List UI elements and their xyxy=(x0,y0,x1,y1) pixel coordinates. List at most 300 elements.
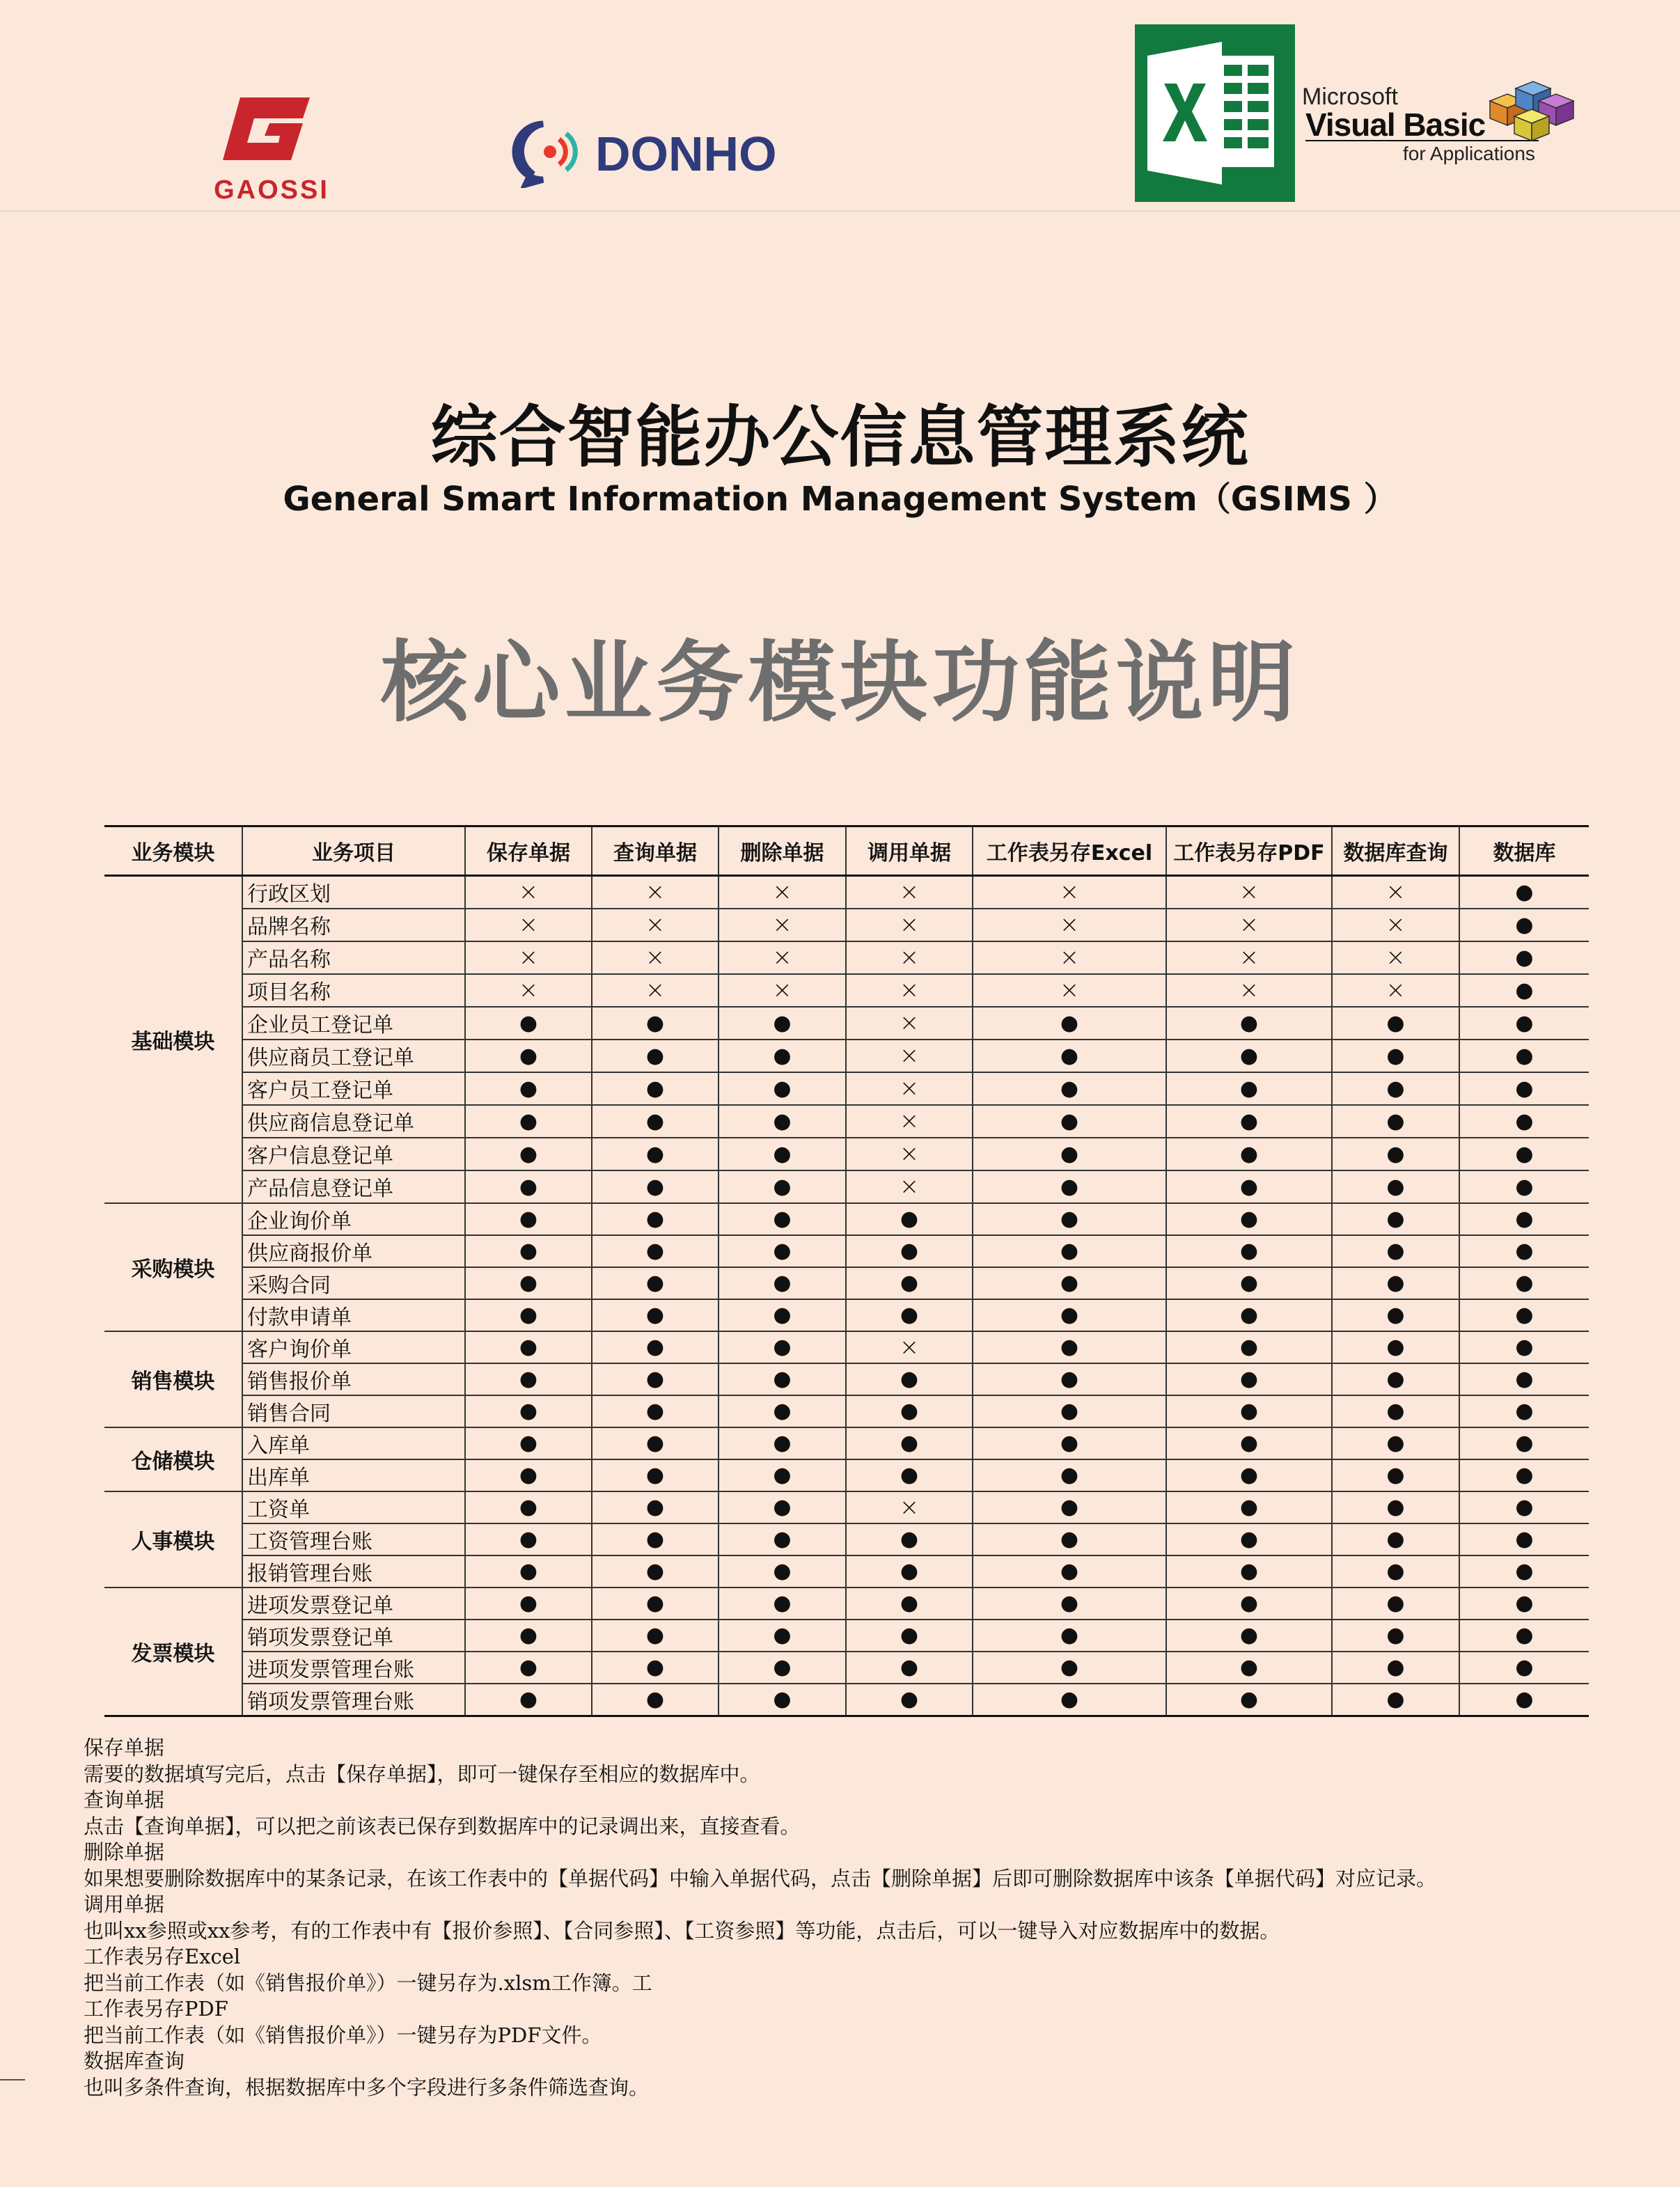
unsupported-mark: × xyxy=(1166,974,1332,1007)
supported-mark: ● xyxy=(1459,1203,1589,1235)
supported-mark: ● xyxy=(973,1588,1166,1620)
supported-mark: ● xyxy=(719,1299,846,1331)
note-line: 删除单据 xyxy=(84,1840,165,1864)
supported-mark: ● xyxy=(719,1620,846,1652)
supported-mark: ● xyxy=(973,1363,1166,1395)
supported-mark: ● xyxy=(1166,1555,1332,1588)
module-cell: 人事模块 xyxy=(104,1491,242,1588)
excel-logo xyxy=(1135,24,1295,202)
supported-mark: ● xyxy=(1332,1684,1459,1716)
note-line: 把当前工作表（如《销售报价单》）一键另存为PDF文件。 xyxy=(84,2023,602,2047)
supported-mark: ● xyxy=(1459,1555,1589,1588)
item-cell: 行政区划 xyxy=(242,876,465,909)
item-cell: 销售报价单 xyxy=(242,1363,465,1395)
unsupported-mark: × xyxy=(719,876,846,909)
supported-mark: ● xyxy=(846,1555,973,1588)
table-row xyxy=(104,1491,1589,1523)
supported-mark: ● xyxy=(719,1459,846,1491)
supported-mark: ● xyxy=(1332,1395,1459,1427)
supported-mark: ● xyxy=(465,1620,592,1652)
supported-mark: ● xyxy=(1166,1491,1332,1523)
supported-mark: ● xyxy=(973,1203,1166,1235)
supported-mark: ● xyxy=(1459,1072,1589,1105)
note-line: 工作表另存Excel xyxy=(84,1945,241,1968)
supported-mark: ● xyxy=(973,1235,1166,1267)
supported-mark: ● xyxy=(1459,974,1589,1007)
supported-mark: ● xyxy=(592,1620,719,1652)
item-cell: 入库单 xyxy=(242,1427,465,1459)
supported-mark: ● xyxy=(1332,1267,1459,1299)
supported-mark: ● xyxy=(1166,1395,1332,1427)
page-title: 综合智能办公信息管理系统 xyxy=(430,398,1250,476)
supported-mark: ● xyxy=(846,1363,973,1395)
supported-mark: ● xyxy=(592,1331,719,1363)
table-row xyxy=(104,1459,1589,1491)
note-line: 工作表另存PDF xyxy=(84,1997,228,2021)
item-cell: 销售合同 xyxy=(242,1395,465,1427)
supported-mark: ● xyxy=(1332,1299,1459,1331)
supported-mark: ● xyxy=(1459,1331,1589,1363)
unsupported-mark: × xyxy=(1332,876,1459,909)
supported-mark: ● xyxy=(973,1267,1166,1299)
supported-mark: ● xyxy=(592,1491,719,1523)
supported-mark: ● xyxy=(719,1007,846,1040)
unsupported-mark: × xyxy=(465,909,592,941)
table-row xyxy=(104,1620,1589,1652)
header-cell: 工作表另存Excel xyxy=(973,826,1166,876)
supported-mark: ● xyxy=(465,1395,592,1427)
supported-mark: ● xyxy=(1332,1491,1459,1523)
unsupported-mark: × xyxy=(1166,909,1332,941)
unsupported-mark: × xyxy=(846,1105,973,1138)
item-cell: 项目名称 xyxy=(242,974,465,1007)
table-header-row xyxy=(104,826,1589,876)
unsupported-mark: × xyxy=(719,941,846,974)
item-cell: 进项发票管理台账 xyxy=(242,1652,465,1684)
supported-mark: ● xyxy=(1459,1363,1589,1395)
supported-mark: ● xyxy=(973,1331,1166,1363)
supported-mark: ● xyxy=(846,1588,973,1620)
supported-mark: ● xyxy=(465,1299,592,1331)
module-cell: 仓储模块 xyxy=(104,1427,242,1491)
supported-mark: ● xyxy=(1166,1363,1332,1395)
item-cell: 客户询价单 xyxy=(242,1331,465,1363)
donho-logo-text: DONHO xyxy=(595,127,777,181)
supported-mark: ● xyxy=(973,1072,1166,1105)
supported-mark: ● xyxy=(1332,1203,1459,1235)
supported-mark: ● xyxy=(846,1427,973,1459)
section-heading: 核心业务模块功能说明 xyxy=(380,632,1300,734)
unsupported-mark: × xyxy=(592,909,719,941)
module-cell: 发票模块 xyxy=(104,1588,242,1716)
header-cell: 业务项目 xyxy=(242,826,465,876)
table-row xyxy=(104,1138,1589,1170)
supported-mark: ● xyxy=(1332,1427,1459,1459)
supported-mark: ● xyxy=(1332,1620,1459,1652)
item-cell: 付款申请单 xyxy=(242,1299,465,1331)
unsupported-mark: × xyxy=(465,974,592,1007)
supported-mark: ● xyxy=(1166,1523,1332,1555)
unsupported-mark: × xyxy=(846,941,973,974)
note-line: 如果想要删除数据库中的某条记录，在该工作表中的【单据代码】中输入单据代码，点击【删除单据】后即可删除数据库中该条【单据代码】对应记录。 xyxy=(84,1866,1437,1890)
unsupported-mark: × xyxy=(719,974,846,1007)
supported-mark: ● xyxy=(973,1523,1166,1555)
supported-mark: ● xyxy=(1459,1170,1589,1203)
table-row xyxy=(104,1363,1589,1395)
supported-mark: ● xyxy=(1332,1170,1459,1203)
supported-mark: ● xyxy=(1332,1555,1459,1588)
supported-mark: ● xyxy=(973,1040,1166,1072)
supported-mark: ● xyxy=(973,1652,1166,1684)
unsupported-mark: × xyxy=(846,1007,973,1040)
supported-mark: ● xyxy=(1332,1105,1459,1138)
supported-mark: ● xyxy=(465,1105,592,1138)
supported-mark: ● xyxy=(1459,1684,1589,1716)
unsupported-mark: × xyxy=(846,909,973,941)
supported-mark: ● xyxy=(592,1072,719,1105)
supported-mark: ● xyxy=(1459,909,1589,941)
supported-mark: ● xyxy=(1332,1363,1459,1395)
header-cell: 工作表另存PDF xyxy=(1166,826,1332,876)
function-matrix-table xyxy=(104,825,1589,1717)
unsupported-mark: × xyxy=(592,974,719,1007)
table-row xyxy=(104,1105,1589,1138)
unsupported-mark: × xyxy=(973,941,1166,974)
supported-mark: ● xyxy=(1166,1652,1332,1684)
supported-mark: ● xyxy=(592,1267,719,1299)
note-line: 查询单据 xyxy=(84,1788,165,1812)
supported-mark: ● xyxy=(1332,1652,1459,1684)
table-row xyxy=(104,1555,1589,1588)
supported-mark: ● xyxy=(1166,1170,1332,1203)
supported-mark: ● xyxy=(719,1203,846,1235)
supported-mark: ● xyxy=(1459,1427,1589,1459)
supported-mark: ● xyxy=(465,1072,592,1105)
supported-mark: ● xyxy=(719,1363,846,1395)
supported-mark: ● xyxy=(1332,1072,1459,1105)
supported-mark: ● xyxy=(592,1555,719,1588)
supported-mark: ● xyxy=(846,1523,973,1555)
supported-mark: ● xyxy=(1459,1395,1589,1427)
supported-mark: ● xyxy=(1459,1588,1589,1620)
supported-mark: ● xyxy=(1459,1235,1589,1267)
supported-mark: ● xyxy=(592,1363,719,1395)
header-cell: 删除单据 xyxy=(719,826,846,876)
table-row xyxy=(104,1007,1589,1040)
header-cell: 数据库查询 xyxy=(1332,826,1459,876)
item-cell: 工资单 xyxy=(242,1491,465,1523)
supported-mark: ● xyxy=(465,1007,592,1040)
unsupported-mark: × xyxy=(465,876,592,909)
item-cell: 企业员工登记单 xyxy=(242,1007,465,1040)
supported-mark: ● xyxy=(1332,1523,1459,1555)
table-row xyxy=(104,1299,1589,1331)
supported-mark: ● xyxy=(1332,1459,1459,1491)
module-cell: 采购模块 xyxy=(104,1203,242,1331)
supported-mark: ● xyxy=(592,1652,719,1684)
supported-mark: ● xyxy=(1459,1491,1589,1523)
supported-mark: ● xyxy=(592,1427,719,1459)
supported-mark: ● xyxy=(1166,1459,1332,1491)
supported-mark: ● xyxy=(719,1138,846,1170)
supported-mark: ● xyxy=(1166,1235,1332,1267)
note-line: 调用单据 xyxy=(84,1892,165,1916)
supported-mark: ● xyxy=(1166,1007,1332,1040)
item-cell: 采购合同 xyxy=(242,1267,465,1299)
unsupported-mark: × xyxy=(846,1170,973,1203)
table-row xyxy=(104,876,1589,909)
supported-mark: ● xyxy=(846,1684,973,1716)
table-row xyxy=(104,941,1589,974)
supported-mark: ● xyxy=(592,1299,719,1331)
supported-mark: ● xyxy=(465,1684,592,1716)
table-row xyxy=(104,1684,1589,1716)
supported-mark: ● xyxy=(973,1299,1166,1331)
page-title-english: General Smart Information Management System（GSIMS ） xyxy=(283,480,1397,519)
supported-mark: ● xyxy=(465,1555,592,1588)
supported-mark: ● xyxy=(1166,1684,1332,1716)
note-line: 把当前工作表（如《销售报价单》）一键另存为.xlsm工作簿。工 xyxy=(84,1970,652,1995)
supported-mark: ● xyxy=(1332,1331,1459,1363)
supported-mark: ● xyxy=(1332,1138,1459,1170)
supported-mark: ● xyxy=(846,1267,973,1299)
table-row xyxy=(104,1395,1589,1427)
table-row xyxy=(104,1203,1589,1235)
unsupported-mark: × xyxy=(973,909,1166,941)
supported-mark: ● xyxy=(973,1170,1166,1203)
header-cell: 保存单据 xyxy=(465,826,592,876)
table-row xyxy=(104,1235,1589,1267)
supported-mark: ● xyxy=(592,1040,719,1072)
item-cell: 进项发票登记单 xyxy=(242,1588,465,1620)
supported-mark: ● xyxy=(1459,1267,1589,1299)
supported-mark: ● xyxy=(846,1652,973,1684)
supported-mark: ● xyxy=(973,1105,1166,1138)
item-cell: 报销管理台账 xyxy=(242,1555,465,1588)
supported-mark: ● xyxy=(719,1331,846,1363)
supported-mark: ● xyxy=(1459,1105,1589,1138)
unsupported-mark: × xyxy=(1332,941,1459,974)
header-cell: 数据库 xyxy=(1459,826,1589,876)
supported-mark: ● xyxy=(973,1459,1166,1491)
supported-mark: ● xyxy=(719,1395,846,1427)
unsupported-mark: × xyxy=(846,974,973,1007)
item-cell: 销项发票登记单 xyxy=(242,1620,465,1652)
header-cell: 查询单据 xyxy=(592,826,719,876)
table-row xyxy=(104,1523,1589,1555)
vba-visual-basic-text: Visual Basic xyxy=(1305,107,1486,143)
gaossi-logo-text: GAOSSI xyxy=(214,175,329,205)
table-body xyxy=(104,876,1589,1716)
unsupported-mark: × xyxy=(1332,974,1459,1007)
supported-mark: ● xyxy=(592,1007,719,1040)
supported-mark: ● xyxy=(1459,941,1589,974)
supported-mark: ● xyxy=(719,1105,846,1138)
note-line: 也叫xx参照或xx参考，有的工作表中有【报价参照】、【合同参照】、【工资参照】等功能，点击后，可以一键导入对应数据库中的数据。 xyxy=(84,1918,1280,1943)
supported-mark: ● xyxy=(1332,1235,1459,1267)
item-cell: 出库单 xyxy=(242,1459,465,1491)
supported-mark: ● xyxy=(465,1427,592,1459)
unsupported-mark: × xyxy=(846,1040,973,1072)
supported-mark: ● xyxy=(1459,1652,1589,1684)
supported-mark: ● xyxy=(719,1491,846,1523)
module-cell: 销售模块 xyxy=(104,1331,242,1427)
table-row xyxy=(104,1652,1589,1684)
supported-mark: ● xyxy=(1459,1620,1589,1652)
unsupported-mark: × xyxy=(846,1331,973,1363)
item-cell: 产品信息登记单 xyxy=(242,1170,465,1203)
unsupported-mark: × xyxy=(592,876,719,909)
module-cell: 基础模块 xyxy=(104,876,242,1203)
supported-mark: ● xyxy=(846,1459,973,1491)
supported-mark: ● xyxy=(719,1652,846,1684)
table-row xyxy=(104,1427,1589,1459)
supported-mark: ● xyxy=(465,1235,592,1267)
unsupported-mark: × xyxy=(973,876,1166,909)
vba-microsoft-text: Microsoft xyxy=(1302,84,1398,110)
supported-mark: ● xyxy=(592,1203,719,1235)
vba-logo xyxy=(1298,73,1591,171)
supported-mark: ● xyxy=(846,1299,973,1331)
supported-mark: ● xyxy=(719,1235,846,1267)
supported-mark: ● xyxy=(592,1170,719,1203)
note-line: 数据库查询 xyxy=(84,2049,185,2073)
supported-mark: ● xyxy=(1166,1040,1332,1072)
supported-mark: ● xyxy=(719,1072,846,1105)
unsupported-mark: × xyxy=(846,1491,973,1523)
supported-mark: ● xyxy=(1332,1588,1459,1620)
supported-mark: ● xyxy=(1459,1007,1589,1040)
unsupported-mark: × xyxy=(846,1138,973,1170)
table-row xyxy=(104,1040,1589,1072)
supported-mark: ● xyxy=(592,1523,719,1555)
supported-mark: ● xyxy=(719,1555,846,1588)
unsupported-mark: × xyxy=(846,1072,973,1105)
supported-mark: ● xyxy=(1166,1620,1332,1652)
item-cell: 工资管理台账 xyxy=(242,1523,465,1555)
supported-mark: ● xyxy=(719,1427,846,1459)
unsupported-mark: × xyxy=(465,941,592,974)
unsupported-mark: × xyxy=(719,909,846,941)
table-row xyxy=(104,909,1589,941)
item-cell: 供应商员工登记单 xyxy=(242,1040,465,1072)
table-row xyxy=(104,1170,1589,1203)
supported-mark: ● xyxy=(592,1395,719,1427)
note-line: 也叫多条件查询，根据数据库中多个字段进行多条件筛选查询。 xyxy=(84,2075,650,2099)
supported-mark: ● xyxy=(1459,1523,1589,1555)
table-row xyxy=(104,1331,1589,1363)
supported-mark: ● xyxy=(592,1105,719,1138)
supported-mark: ● xyxy=(1332,1007,1459,1040)
supported-mark: ● xyxy=(1166,1072,1332,1105)
supported-mark: ● xyxy=(465,1138,592,1170)
supported-mark: ● xyxy=(973,1555,1166,1588)
unsupported-mark: × xyxy=(1166,876,1332,909)
note-line: 保存单据 xyxy=(84,1736,165,1759)
supported-mark: ● xyxy=(592,1459,719,1491)
supported-mark: ● xyxy=(719,1170,846,1203)
supported-mark: ● xyxy=(846,1235,973,1267)
supported-mark: ● xyxy=(1166,1427,1332,1459)
supported-mark: ● xyxy=(1166,1138,1332,1170)
supported-mark: ● xyxy=(1166,1331,1332,1363)
supported-mark: ● xyxy=(465,1267,592,1299)
table-row xyxy=(104,1072,1589,1105)
unsupported-mark: × xyxy=(973,974,1166,1007)
supported-mark: ● xyxy=(592,1684,719,1716)
supported-mark: ● xyxy=(465,1363,592,1395)
notes-section xyxy=(84,1735,1643,2101)
header-cell: 业务模块 xyxy=(104,826,242,876)
item-cell: 供应商报价单 xyxy=(242,1235,465,1267)
supported-mark: ● xyxy=(465,1459,592,1491)
supported-mark: ● xyxy=(973,1007,1166,1040)
supported-mark: ● xyxy=(465,1170,592,1203)
supported-mark: ● xyxy=(973,1620,1166,1652)
supported-mark: ● xyxy=(592,1138,719,1170)
supported-mark: ● xyxy=(846,1203,973,1235)
supported-mark: ● xyxy=(1459,876,1589,909)
supported-mark: ● xyxy=(465,1588,592,1620)
supported-mark: ● xyxy=(465,1523,592,1555)
unsupported-mark: × xyxy=(592,941,719,974)
logo-header xyxy=(0,0,1680,212)
vba-for-applications-text: for Applications xyxy=(1403,143,1535,164)
table-row xyxy=(104,1588,1589,1620)
supported-mark: ● xyxy=(1166,1203,1332,1235)
item-cell: 客户信息登记单 xyxy=(242,1138,465,1170)
supported-mark: ● xyxy=(1459,1040,1589,1072)
item-cell: 供应商信息登记单 xyxy=(242,1105,465,1138)
supported-mark: ● xyxy=(465,1203,592,1235)
supported-mark: ● xyxy=(465,1652,592,1684)
supported-mark: ● xyxy=(465,1491,592,1523)
supported-mark: ● xyxy=(1459,1459,1589,1491)
supported-mark: ● xyxy=(465,1331,592,1363)
supported-mark: ● xyxy=(719,1588,846,1620)
item-cell: 产品名称 xyxy=(242,941,465,974)
supported-mark: ● xyxy=(1166,1588,1332,1620)
table-row xyxy=(104,1267,1589,1299)
supported-mark: ● xyxy=(846,1395,973,1427)
supported-mark: ● xyxy=(465,1040,592,1072)
supported-mark: ● xyxy=(719,1267,846,1299)
unsupported-mark: × xyxy=(1332,909,1459,941)
supported-mark: ● xyxy=(1166,1299,1332,1331)
supported-mark: ● xyxy=(592,1235,719,1267)
supported-mark: ● xyxy=(1459,1299,1589,1331)
supported-mark: ● xyxy=(719,1523,846,1555)
item-cell: 销项发票管理台账 xyxy=(242,1684,465,1716)
unsupported-mark: × xyxy=(1166,941,1332,974)
supported-mark: ● xyxy=(1166,1267,1332,1299)
unsupported-mark: × xyxy=(846,876,973,909)
note-line: 点击【查询单据】，可以把之前该表已保存到数据库中的记录调出来，直接查看。 xyxy=(84,1814,801,1838)
note-line: 需要的数据填写完后，点击【保存单据】，即可一键保存至相应的数据库中。 xyxy=(84,1762,760,1786)
donho-logo xyxy=(512,118,790,188)
supported-mark: ● xyxy=(973,1491,1166,1523)
header-cell: 调用单据 xyxy=(846,826,973,876)
supported-mark: ● xyxy=(1166,1105,1332,1138)
item-cell: 品牌名称 xyxy=(242,909,465,941)
gaossi-logo xyxy=(202,94,341,205)
margin-mark xyxy=(0,2079,25,2080)
supported-mark: ● xyxy=(973,1684,1166,1716)
supported-mark: ● xyxy=(973,1427,1166,1459)
item-cell: 企业询价单 xyxy=(242,1203,465,1235)
table-row xyxy=(104,974,1589,1007)
supported-mark: ● xyxy=(719,1040,846,1072)
